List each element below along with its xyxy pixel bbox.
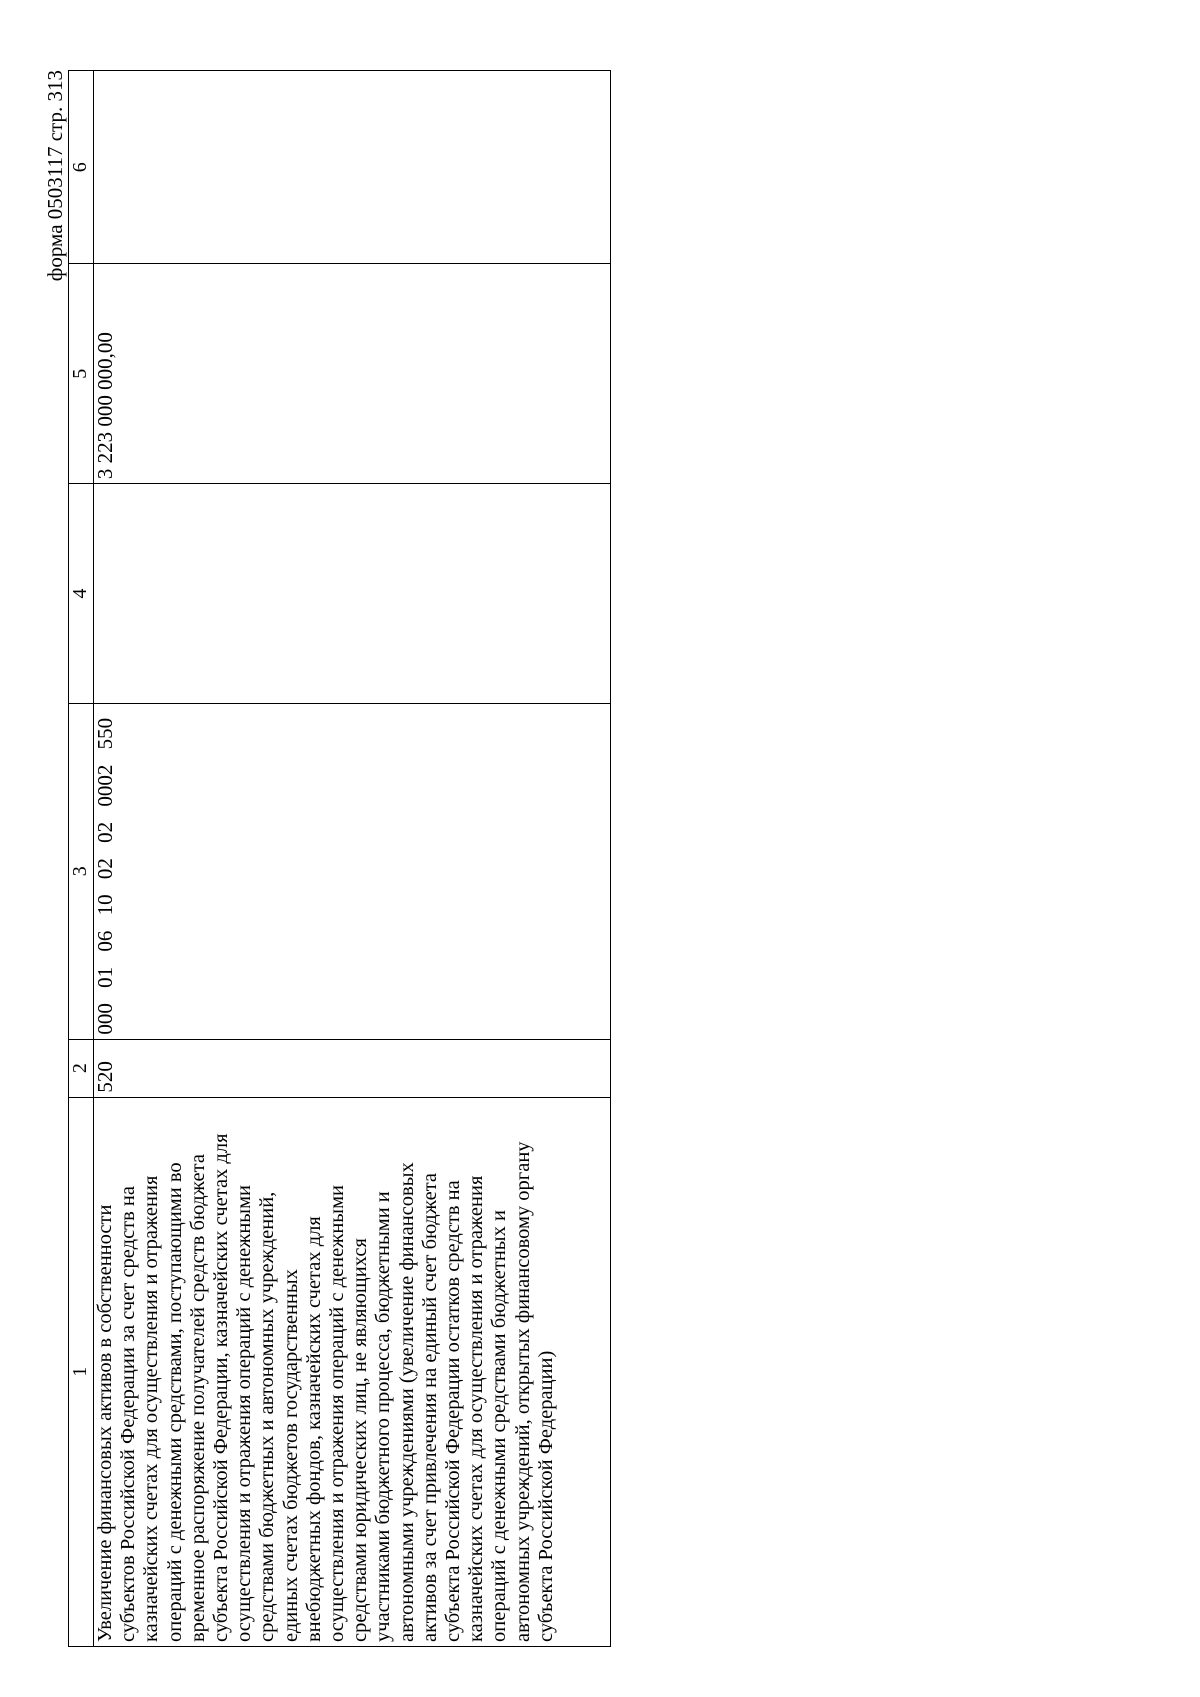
header-col-4: 4 xyxy=(69,484,94,704)
form-label: форма 0503117 стр. 313 xyxy=(43,70,67,282)
report-table xyxy=(68,70,611,1647)
table-row xyxy=(94,71,611,1647)
header-col-3: 3 xyxy=(69,703,94,1039)
header-col-5: 5 xyxy=(69,264,94,484)
row-col-6 xyxy=(94,71,611,264)
row-col-4 xyxy=(94,484,611,704)
row-amount: 3 223 000 000,00 xyxy=(93,332,117,480)
header-col-1: 1 xyxy=(69,1097,94,1646)
row-description: Увеличение финансовых активов в собственности субъектов Российской Федерации за счет средств на казначейских счетах для осуществления и отражения операций с денежными средствами, поступающими во временное распоряжение получателей средств бюджета субъекта Российской Федерации, казначейских счетах для осуществления и отражения операций с денежными средствами бюджетных и автономных учреждений, единых счетах бюджетов государственных внебюджетных фондов, казначейских счетах для осуществления и отражения операций с денежными средствами юридических лиц, не являющихся участниками бюджетного процесса, бюджетными и автономными учреждениями (увеличение финансовых активов за счет привлечения на единый счет бюджета субъекта Российской Федерации остатков средств на казначейских счетах для осуществления и отражения операций с денежными средствами бюджетных и автономных учреждений, открытых финансовому органу субъекта Российской Федерации) xyxy=(94,1097,611,1646)
row-kbk: 000 01 06 10 02 02 0002 550 xyxy=(93,717,117,1035)
row-amount-cell xyxy=(94,264,611,484)
row-kbk-cell xyxy=(94,703,611,1039)
header-row xyxy=(69,71,94,1647)
row-line-code: 520 xyxy=(94,1039,611,1097)
header-col-2: 2 xyxy=(69,1039,94,1097)
header-col-6: 6 xyxy=(69,71,94,264)
